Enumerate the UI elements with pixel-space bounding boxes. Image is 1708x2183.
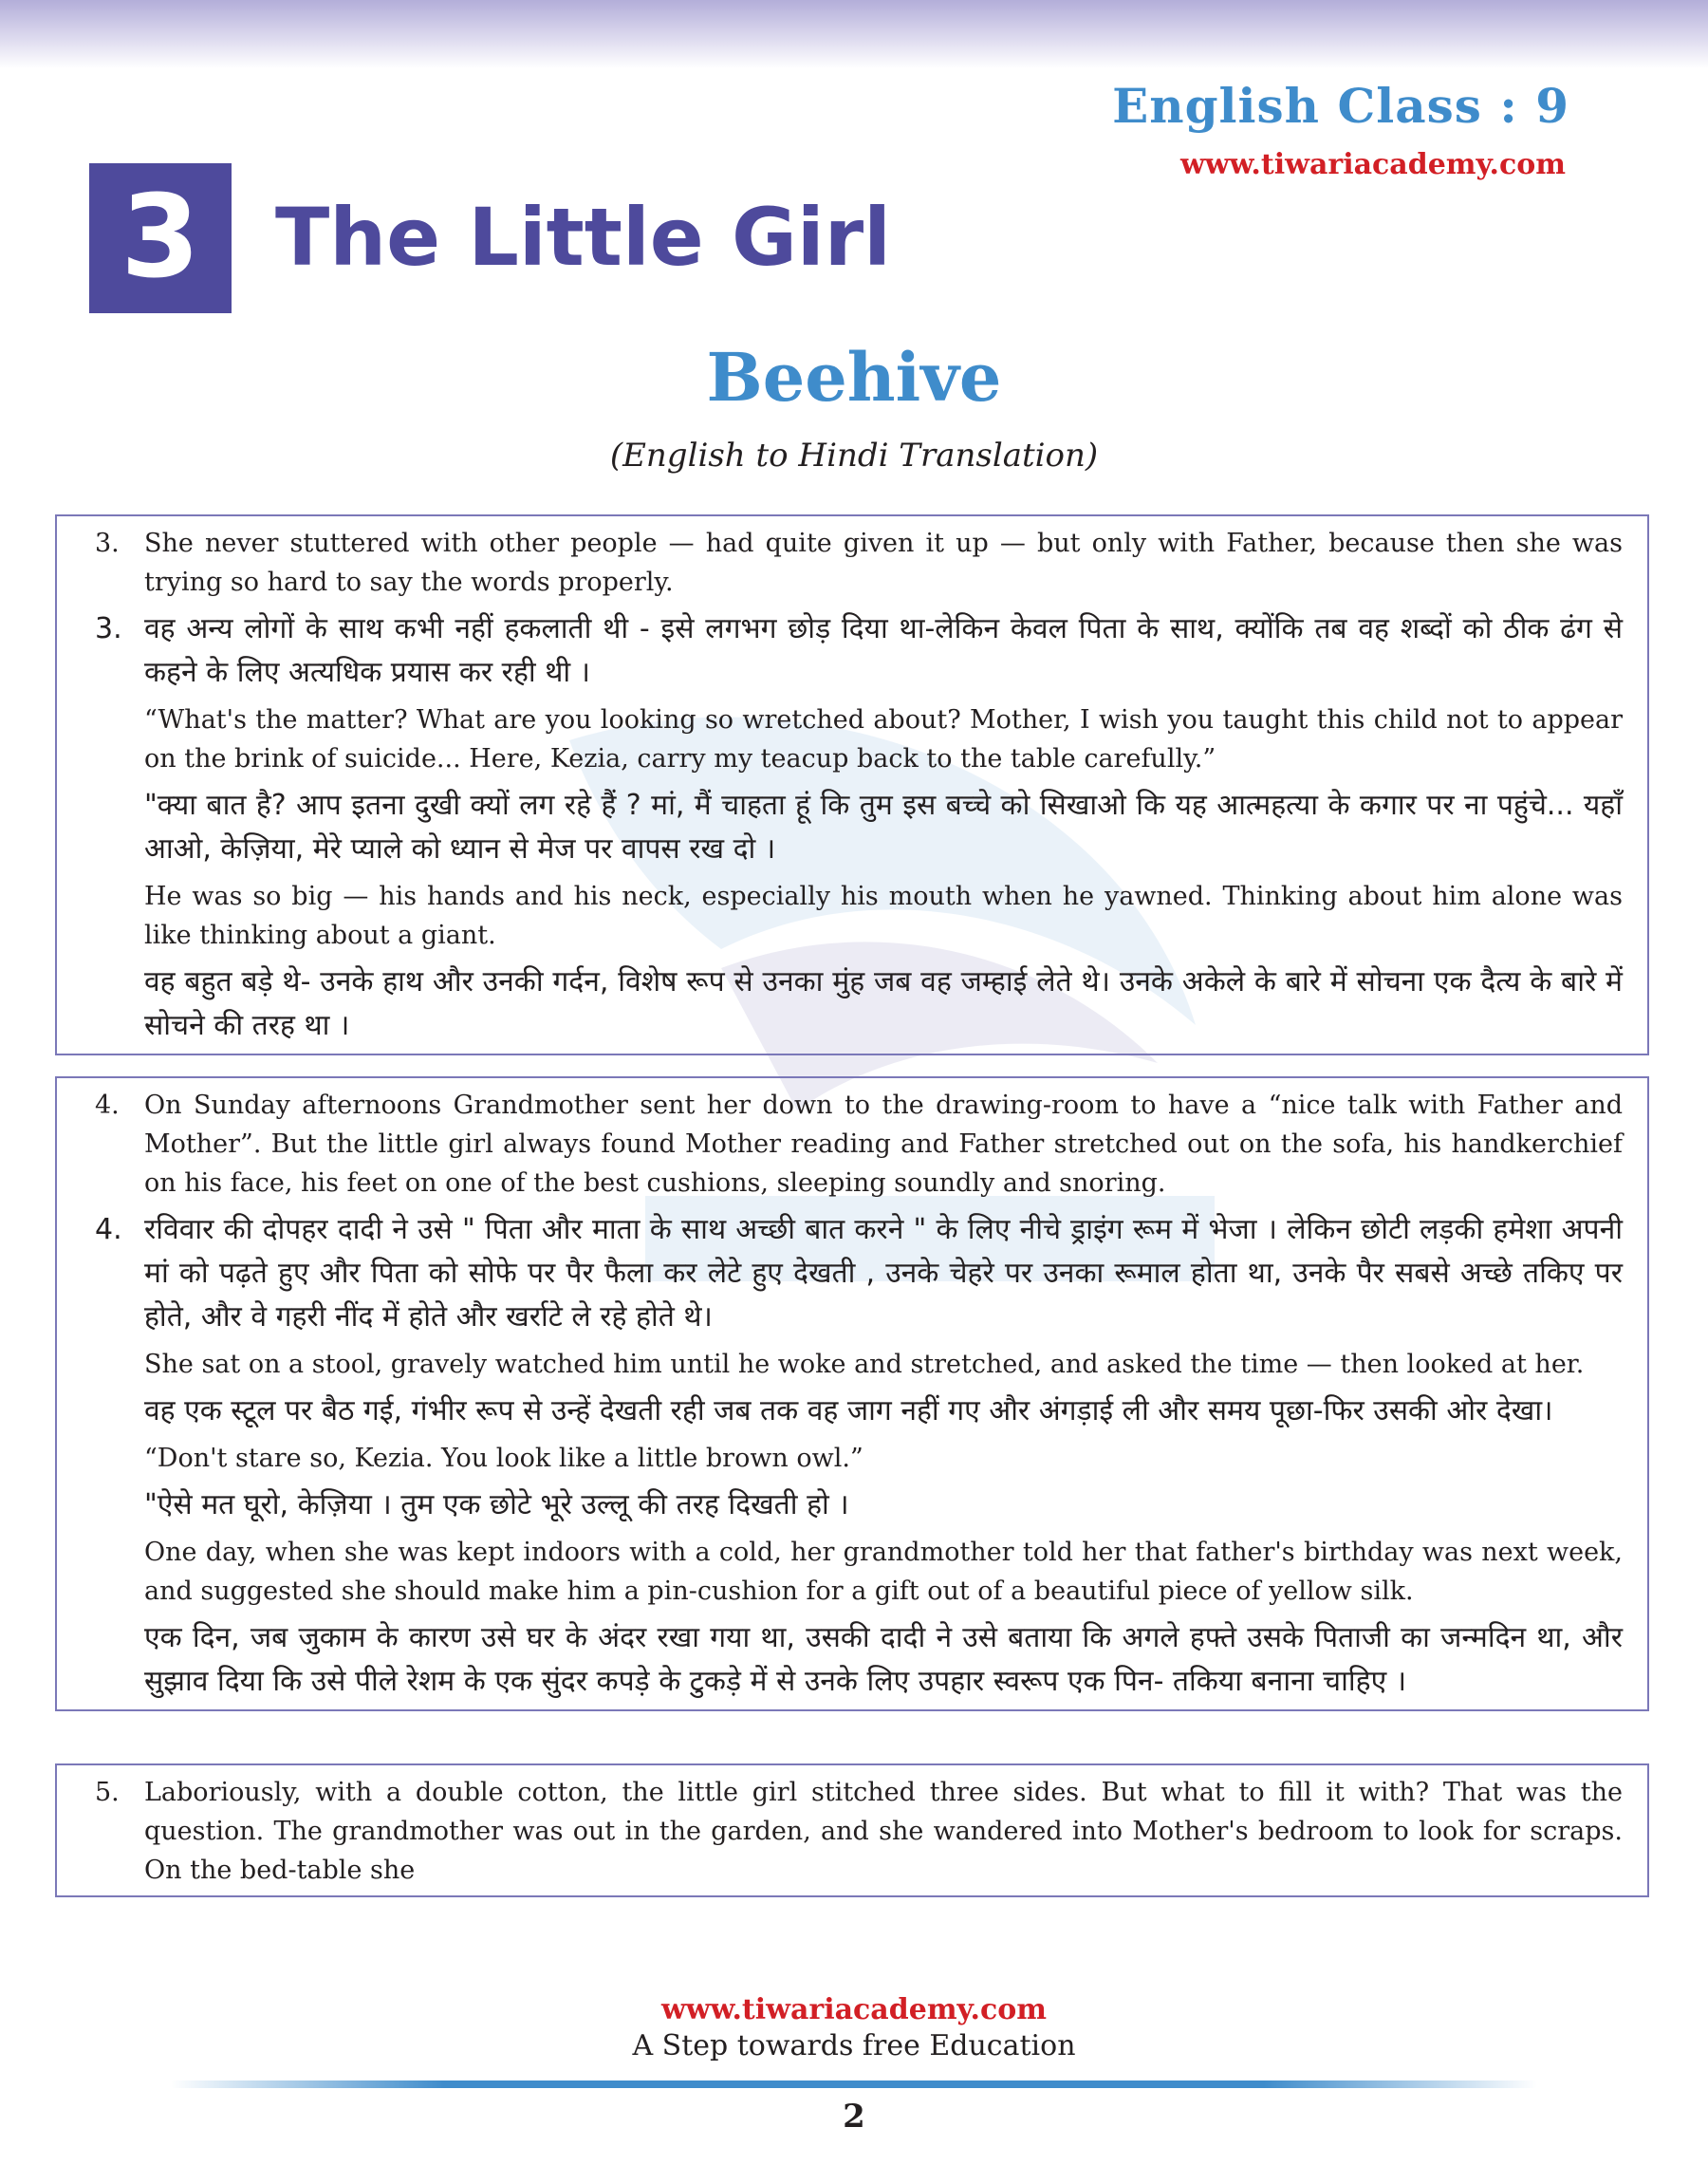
paragraph-english: “What's the matter? What are you looking so wretched about? Mother, I wish you taught this child not to appear on the brink of suicide... Here, Kezia, carry my teacup back to the table carefully.” [144,705,1623,774]
page-number: 2 [843,2098,865,2136]
paragraph-number: 4. [95,1091,120,1120]
book-title: Beehive [706,338,1002,417]
paragraph-english [95,1773,1623,1890]
paragraph-text: रविवार की दोपहर दादी ने उसे " पिता और माता के साथ अच्छी बात करने " के लिए नीचे ड्राइंग रूम में भेजा । लेकिन छोटी लड़की हमेशा अपनी मां को पढ़ते हुए और पिता को सोफे पर पैर फैला कर लेटे हुए देखती , उनके चेहरे पर उनका रूमाल होता था, उनके पैर सबसे अच्छे तकिए पर होते, और वे गहरी नींद में होते और खर्राटे ले रहे होते थे। [144,1213,1623,1334]
translation-subtitle: (English to Hindi Translation) [609,437,1099,475]
section-para-4 [55,1076,1649,1711]
paragraph-hindi [95,1208,1623,1339]
paragraph-text: On Sunday afternoons Grandmother sent her down to the drawing-room to have a “nice talk with Father and Mother”. But the little girl always found Mother reading and Father stretched out on the sofa, his handkerchief on his face, his feet on one of the best cushions, sleeping soundly and snoring. [144,1091,1623,1198]
paragraph-number: 3. [95,612,122,645]
section-para-5 [55,1763,1649,1897]
chapter-number-badge: 3 [89,163,232,313]
section-para-3 [55,514,1649,1055]
paragraph-english: One day, when she was kept indoors with a cold, her grandmother told her that father's birthday was next week, and suggested she should make him a pin-cushion for a gift out of a beautiful piece of yellow silk. [144,1538,1623,1606]
paragraph-english: He was so big — his hands and his neck, especially his mouth when he yawned. Thinking about him alone was like thinking about a giant. [144,882,1623,950]
paragraph-english [95,1086,1623,1203]
paragraph-text: She never stuttered with other people — had quite given it up — but only with Father, because then she was trying so hard to say the words properly. [144,529,1623,597]
header-website[interactable]: www.tiwariacademy.com [1179,148,1566,181]
paragraph-text: Laboriously, with a double cotton, the little girl stitched three sides. But what to fill it with? That was the question. The grandmother was out in the garden, and she wandered into Mother's bedroom to look for scraps. On the bed-table she [144,1778,1623,1885]
paragraph-hindi: वह बहुत बड़े थे- उनके हाथ और उनकी गर्दन, विशेष रूप से उनका मुंह जब वह जम्हाई लेते थे। उनके अकेले के बारे में सोचना एक दैत्य के बारे में सोचने की तरह था । [144,965,1623,1042]
paragraph-hindi [95,607,1623,695]
chapter-title: The Little Girl [275,191,891,284]
footer-tagline: A Step towards free Education [632,2029,1076,2062]
top-gradient-band [0,0,1708,68]
footer-divider [171,2080,1537,2088]
footer-website[interactable]: www.tiwariacademy.com [660,1993,1048,2026]
paragraph-hindi: वह एक स्टूल पर बैठ गई, गंभीर रूप से उन्हें देखती रही जब तक वह जाग नहीं गए और अंगड़ाई ली और समय पूछा-फिर उसकी ओर देखा। [144,1394,1553,1427]
class-title: English Class : 9 [1112,78,1569,134]
paragraph-text: वह अन्य लोगों के साथ कभी नहीं हकलाती थी - इसे लगभग छोड़ दिया था-लेकिन केवल पिता के साथ, क्योंकि तब वह शब्दों को ठीक ढंग से कहने के लिए अत्यधिक प्रयास कर रही थी । [144,612,1623,689]
paragraph-hindi: "ऐसे मत घूरो, केज़िया । तुम एक छोटे भूरे उल्लू की तरह दिखती हो । [144,1488,849,1521]
paragraph-english: She sat on a stool, gravely watched him until he woke and stretched, and asked the time — then looked at her. [144,1350,1585,1379]
paragraph-number: 4. [95,1213,122,1246]
paragraph-english [95,524,1623,602]
paragraph-hindi: एक दिन, जब जुकाम के कारण उसे घर के अंदर रखा गया था, उसकी दादी ने उसे बताया कि अगले हफ्ते उसके पिताजी का जन्मदिन था, और सुझाव दिया कि उसे पीले रेशम के एक सुंदर कपड़े के टुकड़े में से उनके लिए उपहार स्वरूप एक पिन- तकिया बनाना चाहिए । [144,1621,1623,1698]
paragraph-hindi: "क्या बात है? आप इतना दुखी क्यों लग रहे हैं ? मां, मैं चाहता हूं कि तुम इस बच्चे को सिखाओ कि यह आत्महत्या के कगार पर ना पहुंचे... यहाँ आओ, केज़िया, मेरे प्याले को ध्यान से मेज पर वापस रख दो । [144,789,1623,866]
paragraph-english: “Don't stare so, Kezia. You look like a little brown owl.” [144,1444,863,1473]
paragraph-number: 3. [95,529,120,558]
paragraph-number: 5. [95,1778,120,1807]
